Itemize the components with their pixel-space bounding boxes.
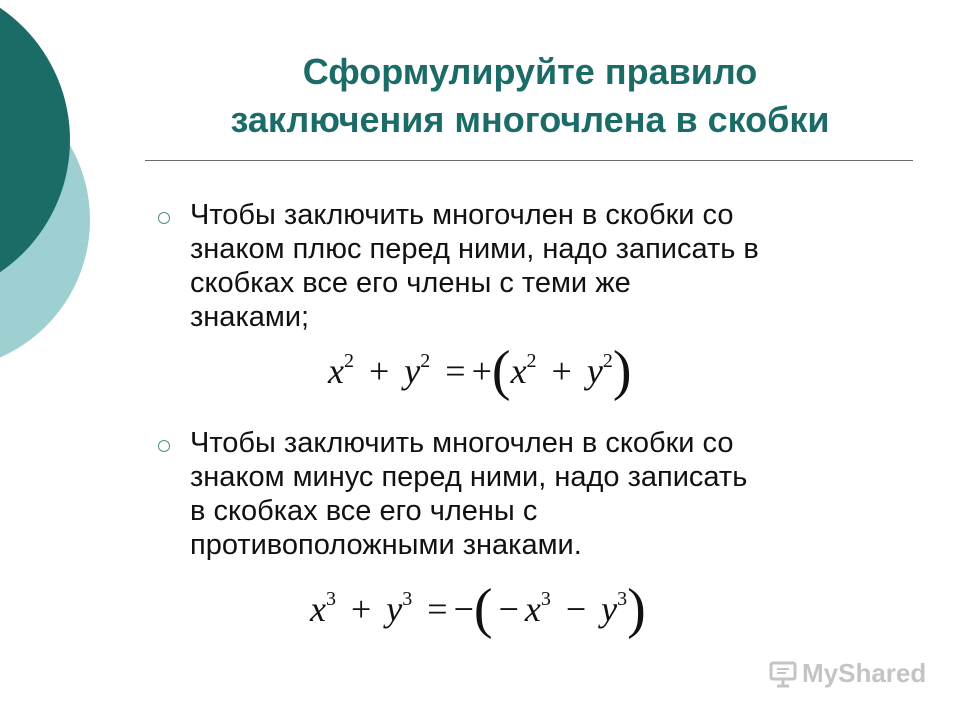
formula-var-y: y [586,351,603,391]
bullet-item-plus-rule [158,198,898,334]
formula-minus-sign: − [565,589,587,629]
formula-plus [328,340,632,402]
title-divider [145,160,913,161]
formula-exponent: 3 [540,588,551,610]
formula-leading-sign: + [471,351,492,391]
formula-plus-sign: + [551,351,572,391]
formula-var-x: x [328,351,344,391]
formula-close-paren: ) [627,578,646,640]
formula-var-y: y [386,589,403,629]
formula-plus-sign: + [368,351,390,391]
formula-exponent: 2 [343,350,354,372]
formula-exponent: 2 [420,350,431,372]
formula-var-x: x [524,589,541,629]
formula-exponent: 3 [402,588,413,610]
circle-bullet-icon [158,212,170,224]
formula-minus [310,578,646,640]
bullet-item-minus-rule [158,426,898,562]
formula-open-paren: ( [491,340,511,402]
formula-equals-sign: = [445,351,466,391]
watermark-text: MyShared [802,658,927,688]
bullet-text: Чтобы заключить многочлен в скобки со знаком плюс перед ними, надо записать в скобках все его члены с теми же знаками; [190,199,759,333]
formula-exponent: 2 [526,350,537,372]
slide-title [150,48,910,144]
presentation-icon [768,659,798,689]
title-line-1: Сформулируйте правило [302,51,758,92]
formula-var-y: y [601,589,618,629]
formula-exponent: 3 [617,588,628,610]
watermark [768,658,926,689]
formula-equals-sign: = [427,589,448,629]
title-line-2: заключения многочлена в скобки [230,99,830,140]
formula-plus-sign: + [350,589,372,629]
formula-exponent: 2 [602,350,613,372]
bullet-text: Чтобы заключить многочлен в скобки со знаком минус перед ними, надо записать в скобках все его члены с противоположными знаками. [190,427,748,561]
formula-var-y: y [404,351,421,391]
formula-minus-sign: − [498,589,519,629]
formula-leading-sign: − [453,589,474,629]
circle-bullet-icon [158,440,170,452]
formula-close-paren: ) [612,340,632,402]
formula-open-paren: ( [473,578,493,640]
formula-exponent: 3 [325,588,336,610]
formula-var-x: x [510,351,527,391]
formula-var-x: x [310,589,326,629]
